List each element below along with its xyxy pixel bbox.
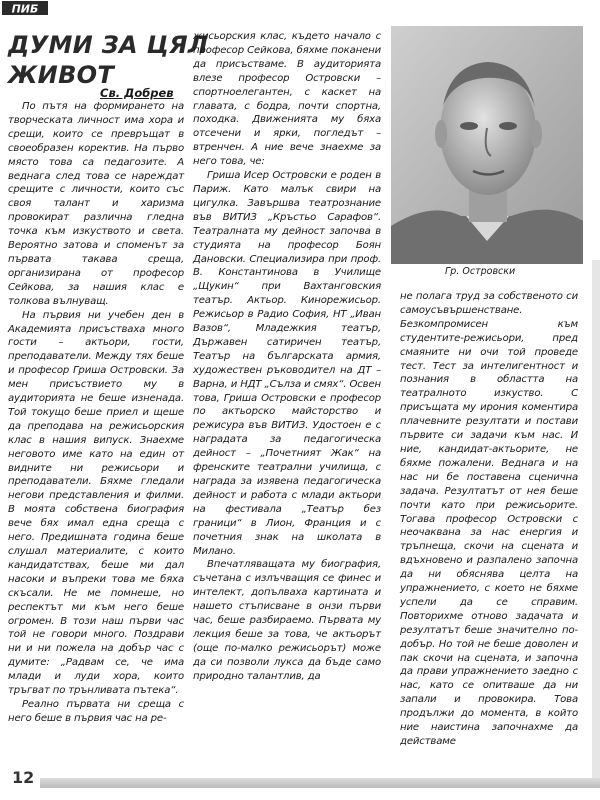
text-column-3	[400, 290, 578, 749]
paragraph: Впечатляващата му биография, съчетана с излъчващия се финес и интелект, допълваха картината и нашето стъписване в онзи първи час, беше разбираемо. Първата му лекция беше за това, че актьорът (още по-малко режисьорът) може да си позволи лукса да бъде само природно талантлив, да	[193, 559, 381, 682]
photo-caption: Гр. Островски	[445, 266, 516, 277]
portrait-photo	[391, 26, 583, 264]
article-title	[8, 30, 208, 90]
paragraph: На първия ни учебен ден в Академията присъстваха много гости – актьори, гости, преподаватели. Между тях беше и професор Гриша Островски. За мен присъствието му в аудиторията не беше изненада. Той токущо беше приел и щеше да преподава на режисьорския клас в нашия випуск. Знаехме неговото име като на един от видните ни режисьори и преподаватели. Бяхме гледали негови представления и филми. В моята собствена биография вече бях имал една среща с него. Предишната година беше слушал материалите, с които кандидатствах, беше ми дал насоки и въпреки това ме бяха скъсали. Не ме помнеше, но респектът ми към него беше огромен. В този наш първи час той не говори много. Поздрави ни и ни пожела на добър час с думите: „Радвам се, че има млади и луди хора, които тръгват по трънливата пътека“.	[8, 309, 184, 697]
footer-bar	[40, 778, 600, 788]
page-edge-shadow	[592, 260, 600, 780]
paragraph: не полага труд за собственото си самоусъвършенстване. Безкомпромисен към студентите-режисьори, пред смаяните ни очи той проведе тест. Тест за интелигентност и познания в областта на театралното изкуство. С присъщата му ирония коментира плачевните резултати и постави първите си задачи към нас. И ние, кандидат-актьорите, не бяхме пожалени. Веднага и на нас ни бе поставена сценична задача. Резултатът от нея беше почти като при режисьорите. Тогава професор Островски с неочаквана за нас енергия и тръпнеща, скочи на сцената и вдъхновено и разпалено започна да ни обяснява целта на упражнението, с което не бяхме успели да се справим. Повторихме отново задачата и резултатът беше значително по-добър. Но той не беше доволен и пак скочи на сцената, и започна да прави упражнението заедно с нас, като се опитваше да ни запали и провокира. Това продължи до момента, в който ние наистина започнахме да действаме	[400, 291, 578, 747]
article-author: Св. Добрев	[100, 86, 174, 100]
text-column-1	[8, 100, 184, 726]
logo-text: ПИБ	[11, 2, 39, 16]
paragraph: жисьорския клас, където начало с професор Сейкова, бяхме поканени да присъстваме. В аудиторията влезе професор Островски – спортноелегантен, с каскет на главата, с бодра, почти спортна, походка. Движенията му бяха отсечени и ярки, погледът – втренчен. А ние вече знаехме за него това, че:	[193, 31, 381, 168]
magazine-logo	[2, 0, 48, 16]
paragraph: Реално първата ни среща с него беше в първия час на ре-	[8, 698, 184, 724]
text-column-2	[193, 30, 381, 684]
paragraph: По пътя на формирането на творческата личност има хора и срещи, които се превръщат в своеобразен коректив. На първо място това са педагозите. А веднага след това се нареждат срещите с личности, които със своя талант и харизма провокират различна гледна точка към изкуството и света. Вероятно затова и споменът за първата такава среща, организирана от професор Сейкова, за нашия клас е толкова вълнуващ.	[8, 101, 184, 307]
page-number: 12	[12, 768, 35, 787]
article-title-line1: ДУМИ ЗА ЦЯЛ	[8, 31, 209, 59]
article-title-line2: ЖИВОТ	[8, 61, 115, 89]
paragraph: Гриша Исер Островски е роден в Париж. Като малък свири на цигулка. Завършва театрознание във ВИТИЗ „Кръстьо Сарафов“. Театралната му дейност започва в студията на професор Боян Дановски. Специализира при проф. В. Константинова в Училище „Щукин“ при Вахтанговския театър. Актьор. Кинорежисьор. Режисьор в Радио София, НТ „Иван Вазов“, Младежкия театър, Държавен сатиричен театър, Театър на българската армия, художествен ръководител на ДТ – Варна, и НДТ „Сълза и смях“. Освен това, Гриша Островски е професор по актьорско майсторство и режисура във ВИТИЗ. Удостоен е с наградата за педагогическа дейност – „Почетният Жак“ на френските театрални училища, с награда за изявена педагогическа дейност и работа с млади актьори на фестивала „Театър без граници“ в Лион, Франция и с почетния знак на школата в Милано.	[193, 170, 381, 557]
